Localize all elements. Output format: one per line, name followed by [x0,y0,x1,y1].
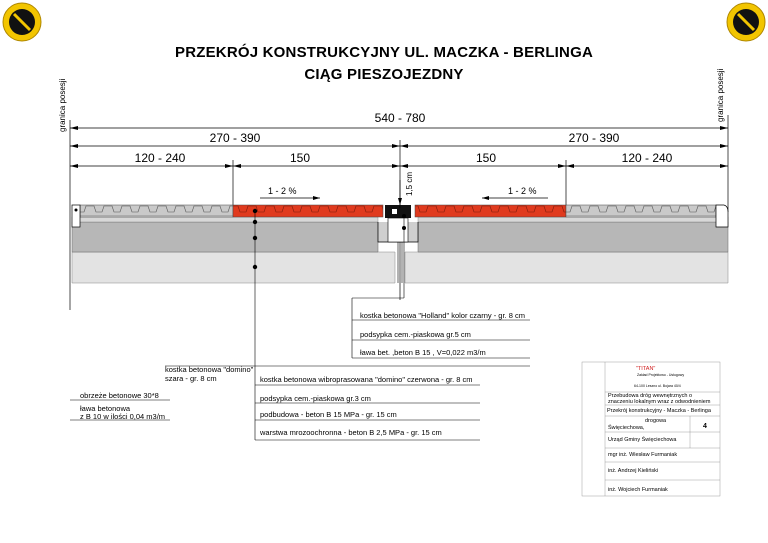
callout-holland-paving: kostka betonowa "Holland" kolor czarny - gr. 8 cm [360,311,525,320]
callout-subbase: podbudowa - beton B 15 MPa - gr. 15 cm [260,410,397,419]
callout-bench-1: ława betonowa [80,404,131,413]
tb-location: Święciechowa, [608,425,645,431]
boundary-label-right: granica posesji [716,68,725,122]
callout-concrete-bench: ława bet. ,beton B 15 , V=0,022 m3/m [360,348,486,357]
tb-drafter: inż. Wojciech Furmaniak [608,487,668,493]
callout-domino-red: kostka betonowa wibroprasowana "domino" czerwona - gr. 8 cm [260,375,473,384]
tb-project-2: znaczeniu lokalnym wraz z odwodnieniem [608,399,711,405]
tb-company: "TITAN" [636,366,656,372]
slope-right: 1 - 2 % [508,186,537,196]
callout-domino-grey-2: szara - gr. 8 cm [165,374,217,383]
slope-left: 1 - 2 % [268,186,297,196]
drawing-subtitle: CIĄG PIESZOJEZDNY [304,66,464,83]
drawing-title: PRZEKRÓJ KONSTRUKCYJNY UL. MACZKA - BERLINGA [175,44,593,61]
tb-investor: Urząd Gminy Święciechowa [608,437,677,443]
dim-gutter-height: 1,5 cm [405,171,414,196]
callout-bench-2: z B 10 w ilości 0,04 m3/m [80,412,166,421]
tb-drawing-2: drogowa [645,418,667,424]
callout-edge-kerb: obrzeże betonowe 30*8 [80,391,159,400]
callout-domino-grey-1: kostka betonowa "domino" [165,365,254,374]
tb-designer: mgr inż. Wiesław Furmaniak [608,452,678,458]
tb-drawing-1: Przekrój konstrukcyjny - Maczka - Berlinga [607,408,711,414]
tb-checker: inż. Andrzej Kieliński [608,468,659,474]
dim-half-left: 270 - 390 [209,131,261,145]
dim-seg-right-outer: 120 - 240 [621,151,673,165]
boundary-label-left: granica posesji [58,78,67,132]
tb-company-sub: Zakład Projektowo - Usługowy [637,373,685,377]
tb-address: 64-100 Leszno ul. Bojara 40/4 [634,384,681,388]
dim-total: 540 - 780 [374,111,426,125]
callout-frost-layer: warstwa mrozoochronna - beton B 2,5 MPa - gr. 15 cm [260,428,442,437]
callout-bedding-3cm: podsypka cem.-piaskowa gr.3 cm [260,394,371,403]
callout-bedding-5cm: podsypka cem.-piaskowa gr.5 cm [360,330,471,339]
dim-half-right: 270 - 390 [568,131,620,145]
tb-project-1: Przebudowa dróg wewnętrznych o [608,393,693,399]
dim-seg-left-outer: 120 - 240 [134,151,186,165]
dim-seg-left-inner: 150 [289,151,311,165]
dim-seg-right-inner: 150 [475,151,497,165]
tb-sheet-number: 4 [703,423,707,430]
